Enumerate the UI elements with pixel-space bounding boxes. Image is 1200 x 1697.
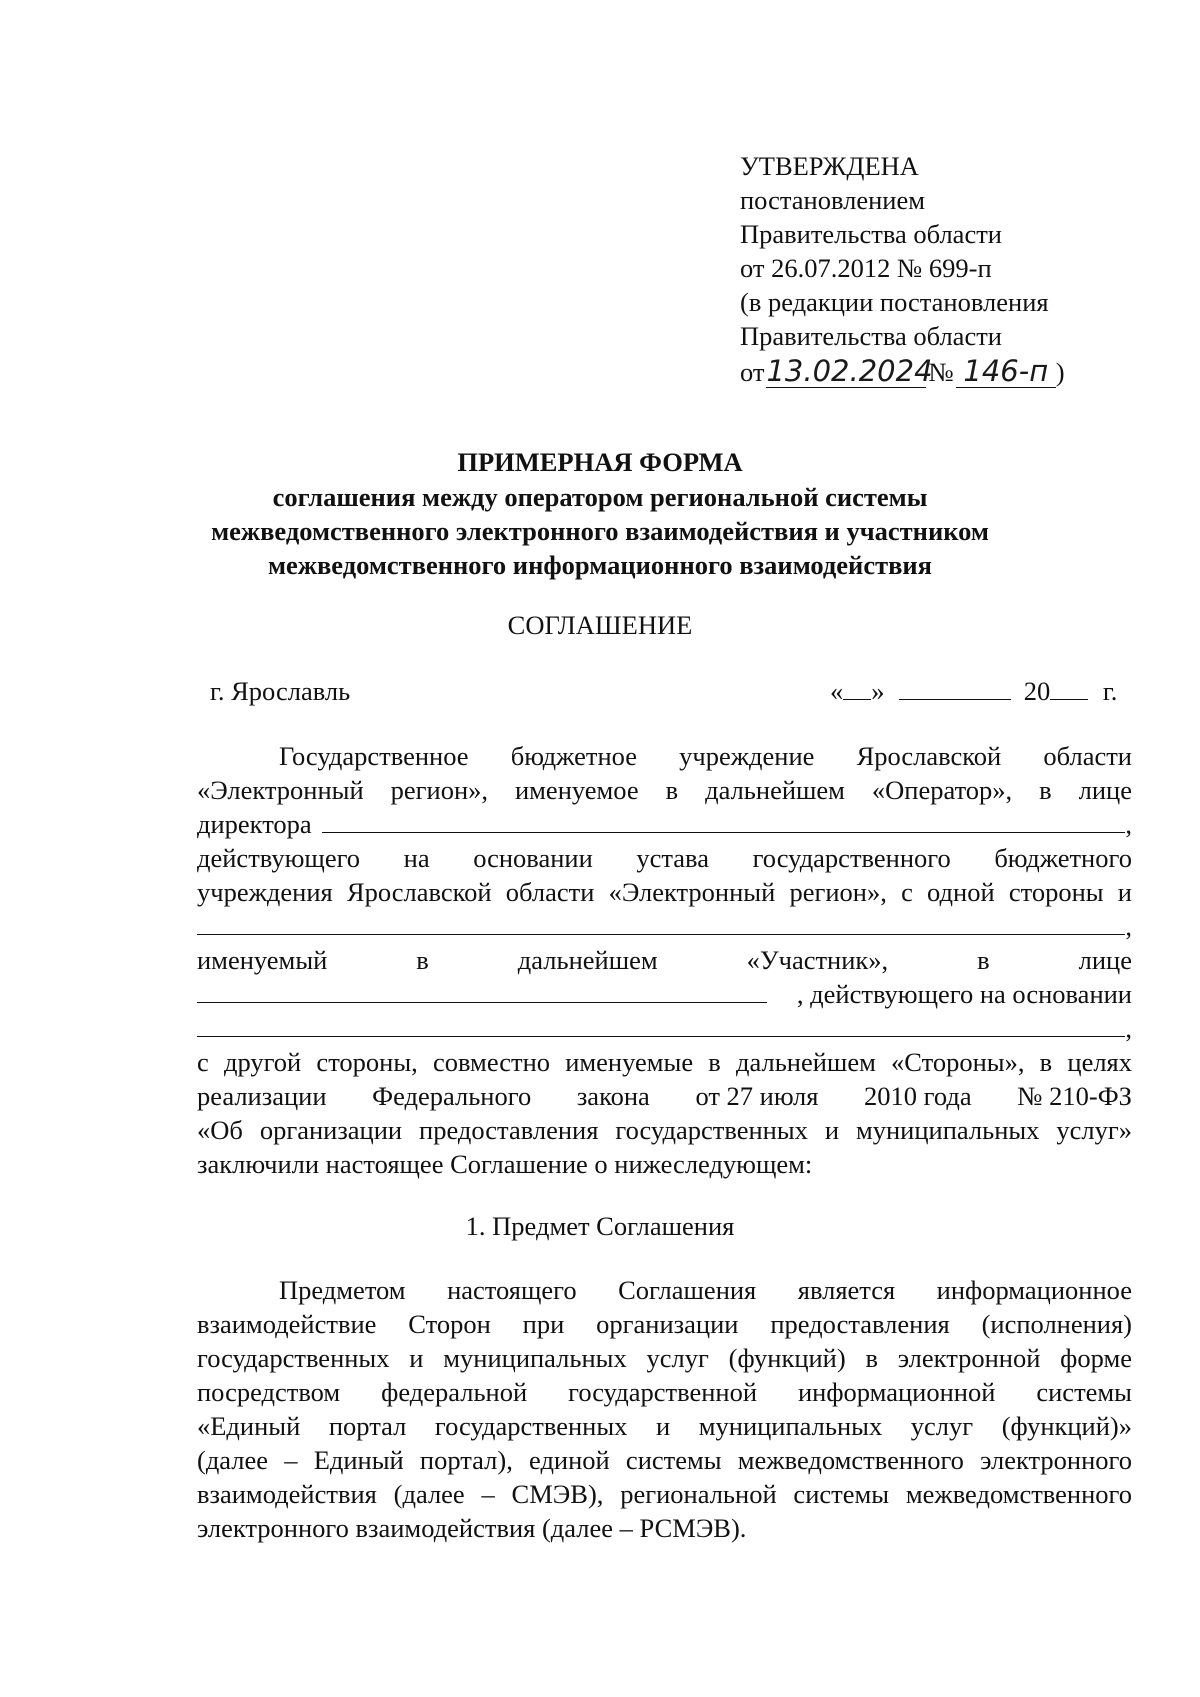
agreement-title: СОГЛАШЕНИЕ — [507, 610, 693, 640]
handwritten-date: 13.02.2024 — [766, 354, 933, 388]
participant-basis-blank — [197, 1012, 1125, 1037]
handwritten-number: 146-п — [956, 355, 1056, 388]
preamble-line-3: директора , — [197, 809, 1132, 839]
participant-representative-blank — [197, 978, 767, 1003]
preamble-line-4: действующего на основании устава государственного бюджетного — [197, 843, 1132, 873]
section-1-line-8: электронного взаимодействия (далее – РСМЭВ). — [197, 1513, 747, 1543]
month-blank — [899, 675, 1011, 700]
approval-line: Правительства области — [740, 219, 1002, 249]
form-subtitle-line: межведомственного электронного взаимодействия и участником — [211, 516, 989, 546]
form-title: ПРИМЕРНАЯ ФОРМА — [457, 447, 743, 477]
preamble-line-2: «Электронный регион», именуемое в дальнейшем «Оператор», в лице — [197, 775, 1132, 805]
section-1-line-7: взаимодействия (далее – СМЭВ), региональной системы межведомственного — [197, 1479, 1132, 1509]
preamble-line-13: заключили настоящее Соглашение о нижеследующем: — [197, 1149, 813, 1179]
agreement-date: « » 20 г. — [830, 676, 1118, 706]
approval-line: Правительства области — [740, 321, 1002, 351]
number-sign: № — [928, 357, 954, 387]
preamble-line-11: реализации Федерального закона от 27 июля 2010 года № 210-ФЗ — [197, 1081, 1132, 1111]
approval-amendment-line — [740, 355, 1065, 388]
section-1-line-3: государственных и муниципальных услуг (функций) в электронной форме — [197, 1343, 1132, 1373]
section-1-title: 1. Предмет Соглашения — [465, 1211, 735, 1241]
approval-line: постановлением — [740, 185, 925, 215]
preamble-line-12: «Об организации предоставления государственных и муниципальных услуг» — [197, 1115, 1132, 1145]
agreement-city: г. Ярославль — [210, 676, 351, 706]
approval-line: (в редакции постановления — [740, 287, 1049, 317]
preamble-line-10: с другой стороны, совместно именуемые в дальнейшем «Стороны», в целях — [197, 1047, 1132, 1077]
preamble-line-8: , действующего на основании — [197, 978, 1132, 1010]
preamble-line-6: , — [197, 910, 1132, 942]
form-subtitle-line: межведомственного информационного взаимодействия — [267, 550, 933, 580]
approval-from-prefix: от — [740, 357, 765, 387]
section-1-line-4: посредством федеральной государственной информационной системы — [197, 1377, 1132, 1407]
director-name-blank — [322, 808, 1126, 833]
section-1-line-2: взаимодействие Сторон при организации предоставления (исполнения) — [197, 1309, 1132, 1339]
section-1-line-5: «Единый портал государственных и муниципальных услуг (функций)» — [197, 1411, 1132, 1441]
preamble-line-1: Государственное бюджетное учреждение Ярославской области — [279, 741, 1132, 771]
preamble-line-5: учреждения Ярославской области «Электронный регион», с одной стороны и — [197, 877, 1132, 907]
preamble-line-9: , — [197, 1012, 1132, 1044]
section-1-line-6: (далее – Единый портал), единой системы межведомственного электронного — [197, 1445, 1132, 1475]
approval-title: УТВЕРЖДЕНА — [740, 151, 919, 181]
form-subtitle-line: соглашения между оператором региональной системы — [272, 482, 928, 512]
year-blank — [1050, 675, 1088, 700]
day-blank — [843, 675, 871, 700]
approval-line: от 26.07.2012 № 699-п — [740, 253, 992, 283]
section-1-line-1: Предметом настоящего Соглашения является информационное — [279, 1275, 1132, 1305]
approval-closing: ) — [1055, 357, 1065, 387]
preamble-line-7: именуемый в дальнейшем «Участник», в лице — [197, 945, 1132, 975]
participant-name-blank — [197, 910, 1125, 935]
